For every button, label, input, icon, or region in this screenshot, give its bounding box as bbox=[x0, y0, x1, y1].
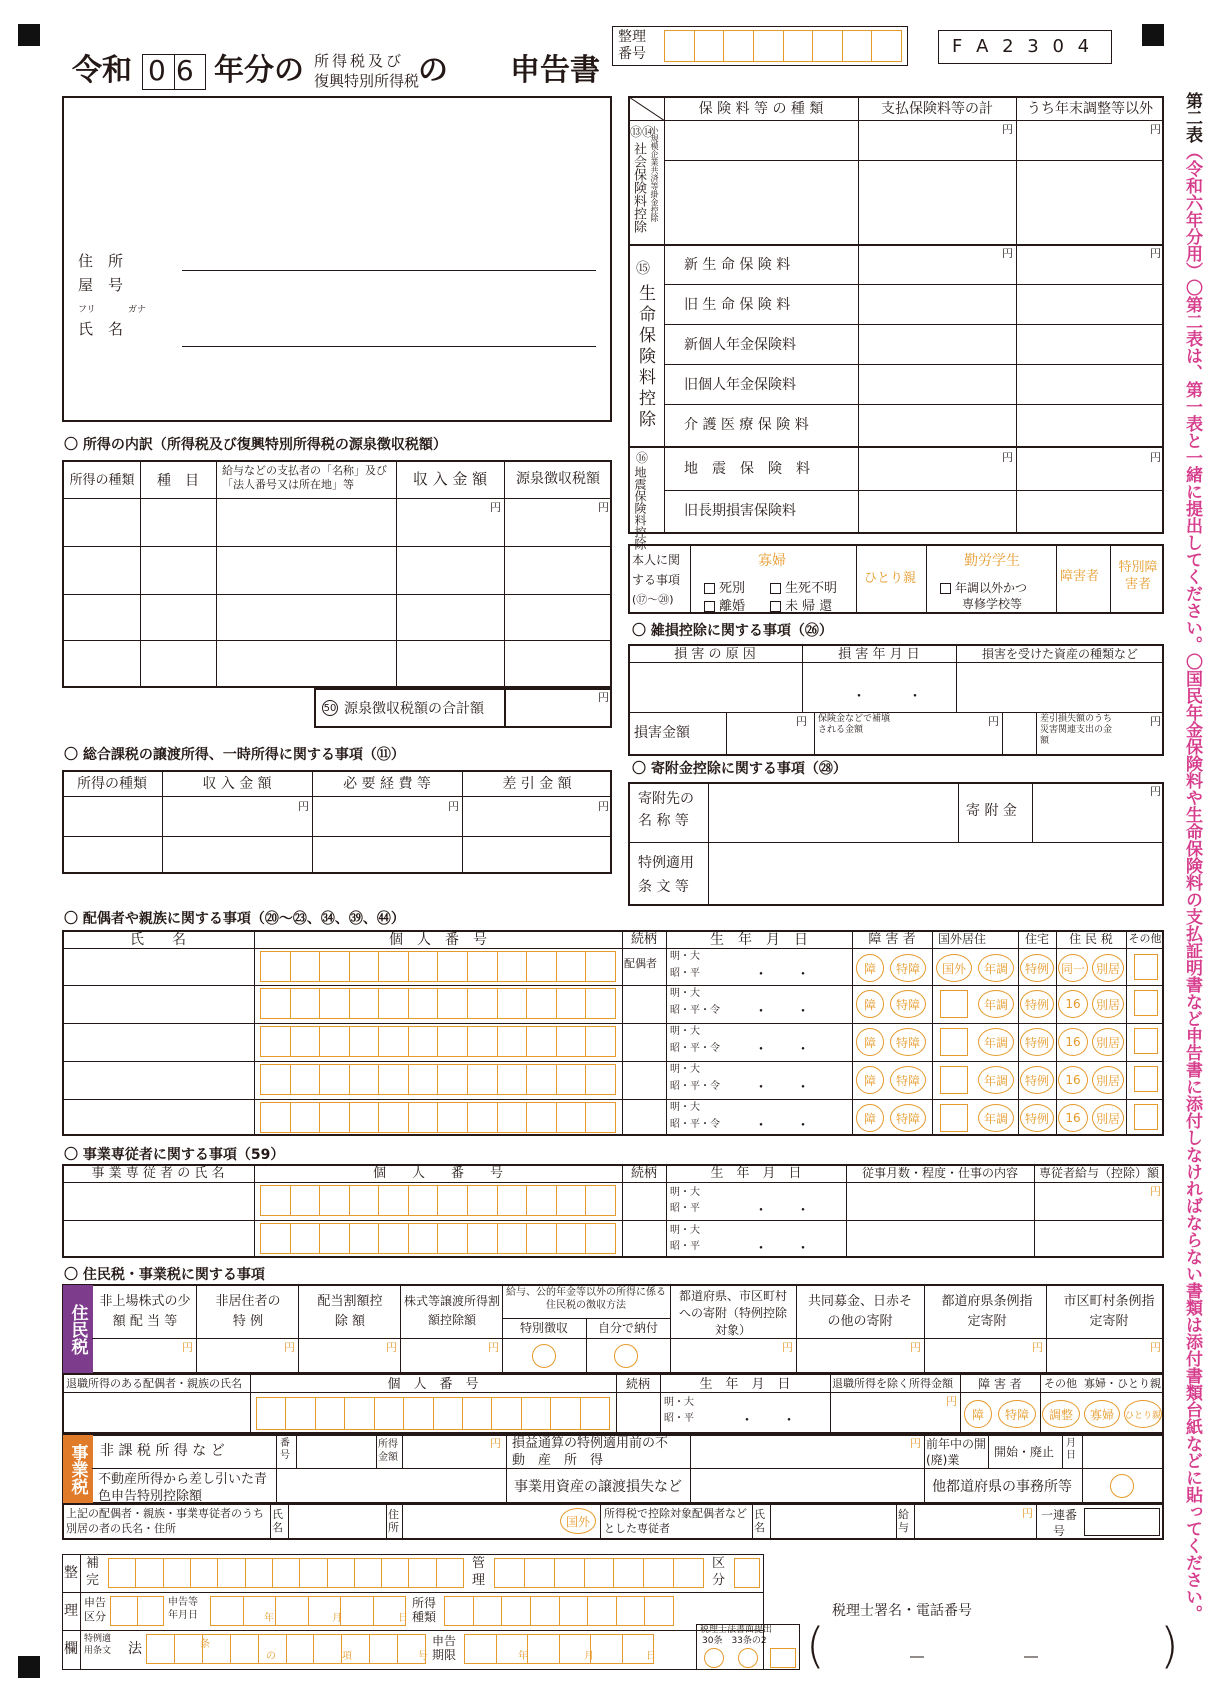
resident-col-7: 都道府県条例指定寄附 bbox=[941, 1294, 1033, 1329]
business-dots-1: ・ ・ bbox=[754, 1203, 810, 1219]
family-h-abroad: 国外居住 bbox=[937, 932, 986, 946]
family-other-box[interactable] bbox=[1134, 954, 1158, 980]
office-tokurei: 特例適用条文 bbox=[84, 1634, 112, 1656]
transfer-yen-2: 円 bbox=[448, 800, 459, 813]
res-yen-1: 円 bbox=[182, 1341, 193, 1354]
special-label-1: 特例適用 bbox=[638, 855, 694, 871]
casualty-disaster-label: 差引損失額のうち災害関連支出の金額 bbox=[1040, 714, 1113, 746]
family-abroad-box[interactable] bbox=[940, 990, 968, 1018]
family-abroad-box[interactable] bbox=[940, 1104, 968, 1132]
separate-name-label: 上記の配偶者・親族・事業専従者のうち別居の者の氏名・住所 bbox=[66, 1507, 264, 1536]
family-sp-option[interactable]: 特障 bbox=[890, 1066, 926, 1094]
small-biz-label: 小規模企業共済等掛金控除 bbox=[650, 126, 659, 222]
office-shinkoku-date: 申告等年月日 bbox=[168, 1597, 198, 1621]
collect-special-option[interactable] bbox=[532, 1344, 556, 1368]
family-h-rel: 続柄 bbox=[630, 932, 657, 947]
office-ri: 理 bbox=[64, 1603, 78, 1619]
kubun-cell[interactable] bbox=[734, 1558, 760, 1588]
quake-row-1: 旧長期損害保険料 bbox=[684, 503, 796, 519]
not-returned-check[interactable]: 未 帰 還 bbox=[770, 600, 832, 613]
life-row-2: 新個人年金保険料 bbox=[684, 337, 796, 353]
furi-label: フリ bbox=[78, 305, 96, 315]
donation-name-label-2: 名 称 等 bbox=[638, 813, 689, 829]
family-number-cells[interactable] bbox=[260, 988, 616, 1019]
date-month-mark: 月 bbox=[332, 1613, 342, 1624]
family-tokutei-option[interactable]: 特例 bbox=[1020, 1066, 1054, 1094]
family-separate-option[interactable]: 別居 bbox=[1092, 990, 1124, 1018]
death-check[interactable]: 死別 bbox=[704, 582, 745, 595]
family-era: 昭・平・令 bbox=[670, 1005, 720, 1016]
transfer-h-diff: 差 引 金 額 bbox=[502, 776, 572, 792]
other-office-option[interactable] bbox=[1110, 1474, 1134, 1498]
family-era: 明・大 bbox=[670, 1026, 700, 1037]
resident-col-3: 株式等譲渡所得割額控除額 bbox=[404, 1294, 501, 1328]
tax-acc-label-2: 30条 33条の2 bbox=[702, 1636, 767, 1646]
disabled-option[interactable]: 障害者 bbox=[1060, 569, 1100, 584]
family-h-resident: 住 民 税 bbox=[1069, 932, 1113, 946]
family-other-box[interactable] bbox=[1134, 990, 1158, 1016]
prev-year-label: 前年中の開(廃)業 bbox=[926, 1437, 987, 1468]
family-tokutei-option[interactable]: 特例 bbox=[1020, 1028, 1054, 1056]
resident-col-0: 非上場株式の少 額 配 当 等 bbox=[99, 1294, 191, 1329]
kigen-cells[interactable] bbox=[464, 1634, 654, 1664]
start-stop-label: 開始・廃止 bbox=[994, 1445, 1055, 1459]
tax-acc-cell[interactable] bbox=[770, 1648, 796, 1668]
separate-abroad-option[interactable]: 国外 bbox=[560, 1508, 596, 1534]
transfer-title: 〇 総合課税の譲渡所得、一時所得に関する事項（⑪） bbox=[64, 747, 405, 763]
business-title: 〇 事業専従者に関する事項（59） bbox=[64, 1147, 285, 1163]
family-nencho-option[interactable]: 年調 bbox=[978, 954, 1014, 982]
income-h-withholding: 源泉徴収税額 bbox=[516, 471, 600, 487]
student-note-2: 専修学校等 bbox=[962, 597, 1023, 611]
office-shotoku-type: 所得種類 bbox=[412, 1596, 437, 1625]
tax-acc-33-option[interactable] bbox=[738, 1648, 758, 1668]
business-h-dob: 生 年 月 日 bbox=[710, 1166, 802, 1181]
life-num: ⑮ bbox=[636, 261, 650, 277]
family-abroad-box[interactable] bbox=[940, 1066, 968, 1094]
family-era: 明・大 bbox=[670, 951, 700, 962]
family-nencho-option[interactable]: 年調 bbox=[978, 1066, 1014, 1094]
casualty-date-dots: ・ ・ bbox=[852, 689, 922, 705]
business-era-2b: 昭・平 bbox=[670, 1241, 700, 1252]
transfer-h-expense: 必 要 経 費 等 bbox=[343, 776, 431, 792]
office-shinkoku-kubun: 申告区分 bbox=[84, 1596, 106, 1624]
tokurei-no: の bbox=[266, 1651, 276, 1662]
reference-number-cells[interactable] bbox=[664, 30, 902, 62]
business-era-2a: 明・大 bbox=[670, 1225, 700, 1236]
tax-acc-30-option[interactable] bbox=[704, 1648, 724, 1668]
tax-acc-label-1: 税理士法書面提出 bbox=[700, 1625, 773, 1635]
signature-paren-close: ) bbox=[1160, 1618, 1179, 1674]
life-row-3: 旧個人年金保険料 bbox=[684, 377, 796, 393]
nontax-label: 非 課 税 所 得 な ど bbox=[100, 1443, 225, 1459]
collect-self: 自分で納付 bbox=[597, 1321, 658, 1335]
family-sixteen-option[interactable]: 16 bbox=[1058, 1066, 1088, 1094]
personal-label-1: 本人に関 bbox=[632, 553, 681, 567]
business-h-salary: 専従者給与（控除）額 bbox=[1038, 1166, 1159, 1180]
personal-label-3: (⑰〜⑳) bbox=[632, 593, 674, 606]
donation-amount-label: 寄 附 金 bbox=[966, 803, 1017, 819]
business-h-name: 事 業 専 従 者 の 氏 名 bbox=[91, 1166, 225, 1181]
family-sp-option[interactable]: 特障 bbox=[890, 1028, 926, 1056]
retire-era-a: 明・大 bbox=[664, 1397, 694, 1408]
social-nums: ⑬⑭ bbox=[630, 125, 655, 139]
retire-income-label: 退職所得を除く所得金額 bbox=[832, 1377, 953, 1390]
family-era: 昭・平 bbox=[670, 968, 700, 979]
res-yen-3: 円 bbox=[386, 1341, 397, 1354]
casualty-h-asset: 損害を受けた資産の種類など bbox=[981, 647, 1138, 661]
office-kanri: 管理 bbox=[472, 1556, 486, 1588]
address-label: 住 所 bbox=[78, 252, 124, 270]
resident-col-6: 共同募金、日赤その他の寄附 bbox=[807, 1294, 912, 1329]
side-title: 第二表 bbox=[1182, 92, 1202, 143]
tokurei-cells[interactable] bbox=[146, 1634, 426, 1664]
special-label-2: 条 文 等 bbox=[638, 879, 689, 895]
res-yen-4: 円 bbox=[488, 1341, 499, 1354]
working-student-option[interactable]: 勤労学生 bbox=[964, 553, 1020, 569]
family-era: 明・大 bbox=[670, 1102, 700, 1113]
retire-sp-option[interactable]: 特障 bbox=[998, 1400, 1036, 1428]
family-tokutei-option[interactable]: 特例 bbox=[1020, 990, 1054, 1018]
era-label: 令和 bbox=[72, 53, 132, 88]
registration-mark-top-left bbox=[18, 24, 40, 46]
family-dob-dots: ・ ・ bbox=[754, 967, 810, 983]
enterprise-block-label: 事業税 bbox=[63, 1435, 93, 1503]
income-table bbox=[62, 460, 612, 688]
business-dots-2: ・ ・ bbox=[754, 1241, 810, 1257]
family-sp-option[interactable]: 特障 bbox=[890, 954, 926, 982]
personal-label-2: する事項 bbox=[632, 573, 681, 587]
donation-yen: 円 bbox=[1150, 785, 1161, 798]
business-era-1a: 明・大 bbox=[670, 1187, 700, 1198]
res-yen-6: 円 bbox=[910, 1341, 921, 1354]
registration-mark-top-right bbox=[1142, 24, 1164, 46]
address-block bbox=[62, 96, 612, 422]
resident-col-5: 都道府県、市区町村への寄附（特例控除対象） bbox=[678, 1289, 787, 1337]
tax-type-line1: 所得税及び bbox=[314, 52, 405, 70]
form-code: F A 2 3 0 4 bbox=[952, 36, 1094, 57]
family-h-house: 住宅 bbox=[1024, 932, 1049, 946]
quake-num: ⑯ bbox=[636, 451, 649, 465]
retire-name-label: 退職所得のある配偶者・親族の氏名 bbox=[66, 1377, 242, 1390]
family-dis-option[interactable]: 障 bbox=[856, 990, 884, 1018]
quake-row-0: 地 震 保 険 料 bbox=[684, 461, 810, 477]
reference-label-1: 整理 bbox=[618, 29, 646, 45]
unknown-check[interactable]: 生死不明 bbox=[770, 582, 837, 595]
retire-single-option[interactable]: ひとり親 bbox=[1124, 1400, 1162, 1428]
other-office-label: 他都道府県の事務所等 bbox=[932, 1479, 1072, 1495]
insurance-corner-slash bbox=[629, 97, 665, 121]
date-day-mark: 日 bbox=[398, 1613, 408, 1624]
shinkoku-date-cells[interactable] bbox=[210, 1596, 406, 1626]
family-dob-dots: ・ ・ bbox=[754, 1004, 810, 1020]
dep-spouse-label: 所得税で控除対象配偶者などとした専従者 bbox=[604, 1507, 747, 1536]
transfer-h-type: 所得の種類 bbox=[77, 776, 147, 792]
name-label: 氏 名 bbox=[78, 320, 124, 338]
family-h-dis: 障 害 者 bbox=[868, 932, 916, 947]
life-yen-2: 円 bbox=[1150, 247, 1161, 260]
donation-name-label-1: 寄附先の bbox=[638, 791, 694, 807]
family-other-box[interactable] bbox=[1134, 1066, 1158, 1092]
spouse-label: 配偶者 bbox=[624, 957, 657, 970]
casualty-h-cause: 損 害 の 原 因 bbox=[674, 647, 756, 662]
reference-label-2: 番号 bbox=[618, 46, 646, 62]
donation-title: 〇 寄附金控除に関する事項（㉘） bbox=[632, 761, 847, 777]
resident-title: 〇 住民税・事業税に関する事項 bbox=[64, 1267, 265, 1283]
signature-dash-2: ― bbox=[1024, 1649, 1038, 1665]
family-number-cells[interactable] bbox=[260, 1064, 616, 1095]
retire-widow-option[interactable]: 寡婦 bbox=[1084, 1400, 1120, 1428]
family-era: 明・大 bbox=[670, 1064, 700, 1075]
res-yen-7: 円 bbox=[1032, 1341, 1043, 1354]
kanri-cells[interactable] bbox=[494, 1558, 704, 1588]
dep-yen: 円 bbox=[1022, 1507, 1033, 1520]
family-sixteen-option[interactable]: 16 bbox=[1058, 990, 1088, 1018]
tokurei-jou: 条 bbox=[200, 1639, 210, 1650]
resident-col-2: 配当割額控 除 額 bbox=[317, 1294, 383, 1329]
loss-yen: 円 bbox=[910, 1437, 921, 1450]
family-h-other: その他 bbox=[1128, 932, 1162, 945]
family-dis-option[interactable]: 障 bbox=[856, 1066, 884, 1094]
year-value: 06 bbox=[148, 54, 204, 87]
family-number-cells[interactable] bbox=[260, 951, 616, 982]
retire-dis-option[interactable]: 障 bbox=[964, 1400, 992, 1428]
family-nencho-option[interactable]: 年調 bbox=[978, 990, 1014, 1018]
office-ran: 欄 bbox=[64, 1641, 78, 1657]
dep-name-cell: 氏名 bbox=[754, 1508, 765, 1535]
name-line[interactable] bbox=[182, 346, 596, 347]
separate-name-cell: 氏名 bbox=[272, 1508, 283, 1535]
withholding-total-num: 50 bbox=[322, 700, 338, 716]
shop-label: 屋 号 bbox=[78, 276, 124, 294]
family-tokutei-option[interactable]: 特例 bbox=[1020, 954, 1054, 982]
family-era: 昭・平・令 bbox=[670, 1043, 720, 1054]
single-parent-option[interactable]: ひとり親 bbox=[864, 571, 917, 586]
insurance-h-total: 支払保険料等の計 bbox=[881, 101, 993, 117]
social-label: 社会保険料控除 bbox=[631, 142, 646, 233]
tax-type-line2: 復興特別所得税 bbox=[314, 72, 420, 90]
casualty-insurance-label: 保険金などで補塡される金額 bbox=[818, 714, 891, 735]
side-text: （令和六年分用）〇第二表は、第一表と一緒に提出してください。〇国民年金保険料や生命保険料の支払証明書など申告書に添付しなければならない書類は添付書類台紙などに貼ってください。 bbox=[1182, 143, 1202, 1622]
tokurei-gou: 号 bbox=[418, 1651, 428, 1662]
dep-salary-cell: 給与 bbox=[898, 1508, 909, 1535]
casualty-yen-1: 円 bbox=[796, 715, 807, 728]
tokurei-kou: 項 bbox=[342, 1651, 352, 1662]
casualty-title: 〇 雑損控除に関する事項（㉖） bbox=[632, 623, 833, 639]
family-era: 明・大 bbox=[670, 988, 700, 999]
year-suffix: 年分の bbox=[214, 53, 304, 88]
hokan-cells[interactable] bbox=[108, 1558, 464, 1588]
family-separate-option[interactable]: 別居 bbox=[1092, 1066, 1124, 1094]
life-label: 生命保険料控除 bbox=[635, 284, 655, 431]
nontax-yen: 円 bbox=[490, 1437, 501, 1450]
quake-yen-2: 円 bbox=[1150, 451, 1161, 464]
business-h-work: 従事月数・程度・仕事の内容 bbox=[861, 1166, 1018, 1180]
retire-rel-label: 続柄 bbox=[625, 1377, 650, 1391]
family-number-cells[interactable] bbox=[260, 1102, 616, 1133]
income-h-payer: 給与などの支払者の「名称」及び「法人番号又は所在地」等 bbox=[222, 464, 387, 492]
family-dis-option[interactable]: 障 bbox=[856, 954, 884, 982]
casualty-amount-label: 損害金額 bbox=[634, 725, 690, 741]
resident-col-8: 市区町村条例指定寄附 bbox=[1063, 1294, 1155, 1329]
retire-dob-label: 生 年 月 日 bbox=[699, 1377, 791, 1392]
family-nencho-option[interactable]: 年調 bbox=[978, 1104, 1014, 1132]
social-yen-1: 円 bbox=[1002, 123, 1013, 136]
serial-box[interactable] bbox=[1084, 1508, 1160, 1536]
social-yen-2: 円 bbox=[1150, 123, 1161, 136]
separate-addr-cell: 住所 bbox=[388, 1508, 399, 1535]
insurance-h-outside: うち年末調整等以外 bbox=[1027, 101, 1153, 117]
family-dob-dots: ・ ・ bbox=[754, 1042, 810, 1058]
family-sixteen-option[interactable]: 16 bbox=[1058, 1104, 1088, 1132]
kigen-month: 月 bbox=[584, 1651, 594, 1662]
family-separate-option[interactable]: 別居 bbox=[1092, 954, 1124, 982]
divorce-check[interactable]: 離婚 bbox=[704, 600, 745, 613]
asset-loss-label: 事業用資産の譲渡損失など bbox=[514, 1479, 682, 1495]
res-yen-2: 円 bbox=[284, 1341, 295, 1354]
family-separate-option[interactable]: 別居 bbox=[1092, 1028, 1124, 1056]
family-dob-dots: ・ ・ bbox=[754, 1118, 810, 1134]
family-other-box[interactable] bbox=[1134, 1104, 1158, 1130]
life-yen-1: 円 bbox=[1002, 247, 1013, 260]
widow-option[interactable]: 寡婦 bbox=[758, 553, 786, 569]
special-disabled-option[interactable]: 特別障害者 bbox=[1118, 560, 1158, 592]
signature-label: 税理士署名・電話番号 bbox=[832, 1603, 972, 1619]
life-row-4: 介 護 医 療 保 険 料 bbox=[684, 417, 809, 433]
retire-era-b: 昭・平 bbox=[664, 1413, 694, 1424]
signature-paren-open: ( bbox=[806, 1618, 825, 1674]
office-sei: 整 bbox=[64, 1565, 78, 1581]
signature-dash-1: ― bbox=[910, 1649, 924, 1665]
res-yen-5: 円 bbox=[782, 1341, 793, 1354]
family-abroad-option[interactable]: 国外 bbox=[936, 954, 972, 982]
shotoku-type-cells[interactable] bbox=[444, 1596, 674, 1626]
address-line[interactable] bbox=[182, 270, 596, 271]
nontax-income: 所得金額 bbox=[378, 1439, 398, 1463]
casualty-yen-2: 円 bbox=[988, 715, 999, 728]
family-era: 昭・平・令 bbox=[670, 1081, 720, 1092]
life-row-1: 旧 生 命 保 険 料 bbox=[684, 297, 791, 313]
office-kigen: 申告期限 bbox=[432, 1634, 457, 1663]
family-nencho-option[interactable]: 年調 bbox=[978, 1028, 1014, 1056]
insurance-h-type: 保 険 料 等 の 種 類 bbox=[698, 101, 824, 117]
collect-self-option[interactable] bbox=[614, 1344, 638, 1368]
quake-yen-1: 円 bbox=[1002, 451, 1013, 464]
kigen-day: 日 bbox=[646, 1651, 656, 1662]
date-year-mark: 年 bbox=[264, 1613, 274, 1624]
retire-other-label: その他 bbox=[1044, 1377, 1077, 1390]
office-kubun: 区分 bbox=[712, 1556, 726, 1588]
resident-block-label: 住民税 bbox=[63, 1285, 93, 1373]
retire-dots: ・ ・ bbox=[740, 1413, 796, 1429]
business-yen: 円 bbox=[1150, 1185, 1161, 1198]
business-era-1b: 昭・平 bbox=[670, 1203, 700, 1214]
retire-widow-label: 寡婦・ひとり親 bbox=[1084, 1377, 1161, 1390]
family-sixteen-option[interactable]: 16 bbox=[1058, 1028, 1088, 1056]
shinkoku-kubun-cells[interactable] bbox=[110, 1596, 164, 1626]
family-sp-option[interactable]: 特障 bbox=[890, 990, 926, 1018]
withholding-total-yen: 円 bbox=[598, 691, 609, 704]
family-sp-option[interactable]: 特障 bbox=[890, 1104, 926, 1132]
transfer-yen-3: 円 bbox=[598, 800, 609, 813]
family-abroad-box[interactable] bbox=[940, 1028, 968, 1056]
transfer-yen-1: 円 bbox=[298, 800, 309, 813]
family-h-number: 個 人 番 号 bbox=[389, 932, 487, 948]
retire-yen: 円 bbox=[946, 1395, 957, 1408]
family-tokutei-option[interactable]: 特例 bbox=[1020, 1104, 1054, 1132]
family-same-option[interactable]: 同一 bbox=[1058, 954, 1088, 982]
income-h-type: 所得の種類 bbox=[69, 473, 135, 488]
transfer-h-amount: 収 入 金 額 bbox=[202, 776, 272, 792]
quake-label: 地震保険料控除 bbox=[633, 466, 647, 550]
business-number-cells-2[interactable] bbox=[260, 1223, 616, 1254]
nontax-number: 番号 bbox=[280, 1438, 290, 1461]
income-yen-1: 円 bbox=[490, 501, 501, 514]
office-hokan: 補完 bbox=[86, 1556, 100, 1588]
income-h-item: 種 目 bbox=[157, 473, 199, 489]
serial-label: 一連番号 bbox=[1040, 1508, 1077, 1538]
registration-mark-bottom-left bbox=[18, 1656, 40, 1678]
family-dis-option[interactable]: 障 bbox=[856, 1028, 884, 1056]
month-day-label: 月日 bbox=[1066, 1438, 1076, 1461]
retire-dis-label: 障 害 者 bbox=[978, 1377, 1022, 1391]
income-title: 〇 所得の内訳（所得税及び復興特別所得税の源泉徴収税額） bbox=[64, 437, 447, 453]
retire-number-cells[interactable] bbox=[256, 1397, 610, 1430]
casualty-h-date: 損 害 年 月 日 bbox=[838, 647, 920, 662]
business-number-cells-1[interactable] bbox=[260, 1185, 616, 1216]
page-title: 申告書 bbox=[510, 53, 600, 88]
family-separate-option[interactable]: 別居 bbox=[1092, 1104, 1124, 1132]
res-yen-8: 円 bbox=[1150, 1341, 1161, 1354]
casualty-yen-3: 円 bbox=[1150, 715, 1161, 728]
family-dob-dots: ・ ・ bbox=[754, 1080, 810, 1096]
blue-label: 不動産所得から差し引いた青色申告特別控除額 bbox=[98, 1472, 268, 1504]
family-title: 〇 配偶者や親族に関する事項（⑳〜㉓、㉞、㊴、㊹） bbox=[64, 911, 405, 927]
resident-col-1: 非居住者の 特 例 bbox=[215, 1294, 281, 1329]
kigen-year: 年 bbox=[518, 1651, 528, 1662]
title-no: の bbox=[418, 53, 448, 88]
office-hou: 法 bbox=[128, 1641, 142, 1657]
resident-col-4: 給与、公的年金等以外の所得に係る住民税の徴収方法 bbox=[506, 1287, 666, 1311]
retire-number-label: 個 人 番 号 bbox=[387, 1377, 479, 1392]
life-row-0: 新 生 命 保 険 料 bbox=[684, 257, 791, 273]
side-note bbox=[1166, 92, 1200, 1672]
business-h-number: 個 人 番 号 bbox=[372, 1166, 503, 1181]
signature-field[interactable] bbox=[826, 1626, 1156, 1670]
withholding-total-label: 源泉徴収税額の合計額 bbox=[344, 701, 484, 717]
family-other-box[interactable] bbox=[1134, 1028, 1158, 1054]
family-era: 昭・平・令 bbox=[670, 1119, 720, 1130]
business-h-rel: 続柄 bbox=[630, 1166, 657, 1181]
family-number-cells[interactable] bbox=[260, 1026, 616, 1057]
income-yen-2: 円 bbox=[598, 501, 609, 514]
family-h-dob: 生 年 月 日 bbox=[710, 932, 808, 948]
loss-label: 損益通算の特例適用前の不 動 産 所 得 bbox=[512, 1436, 682, 1468]
income-h-amount: 収 入 金 額 bbox=[412, 470, 488, 488]
retire-adj-option[interactable]: 調整 bbox=[1042, 1400, 1080, 1428]
gana-label: ガナ bbox=[128, 305, 147, 315]
collect-special: 特別徴収 bbox=[519, 1321, 568, 1335]
student-note-check[interactable]: 年調以外かつ bbox=[940, 582, 1027, 594]
family-dis-option[interactable]: 障 bbox=[856, 1104, 884, 1132]
family-h-name: 氏 名 bbox=[130, 932, 186, 948]
